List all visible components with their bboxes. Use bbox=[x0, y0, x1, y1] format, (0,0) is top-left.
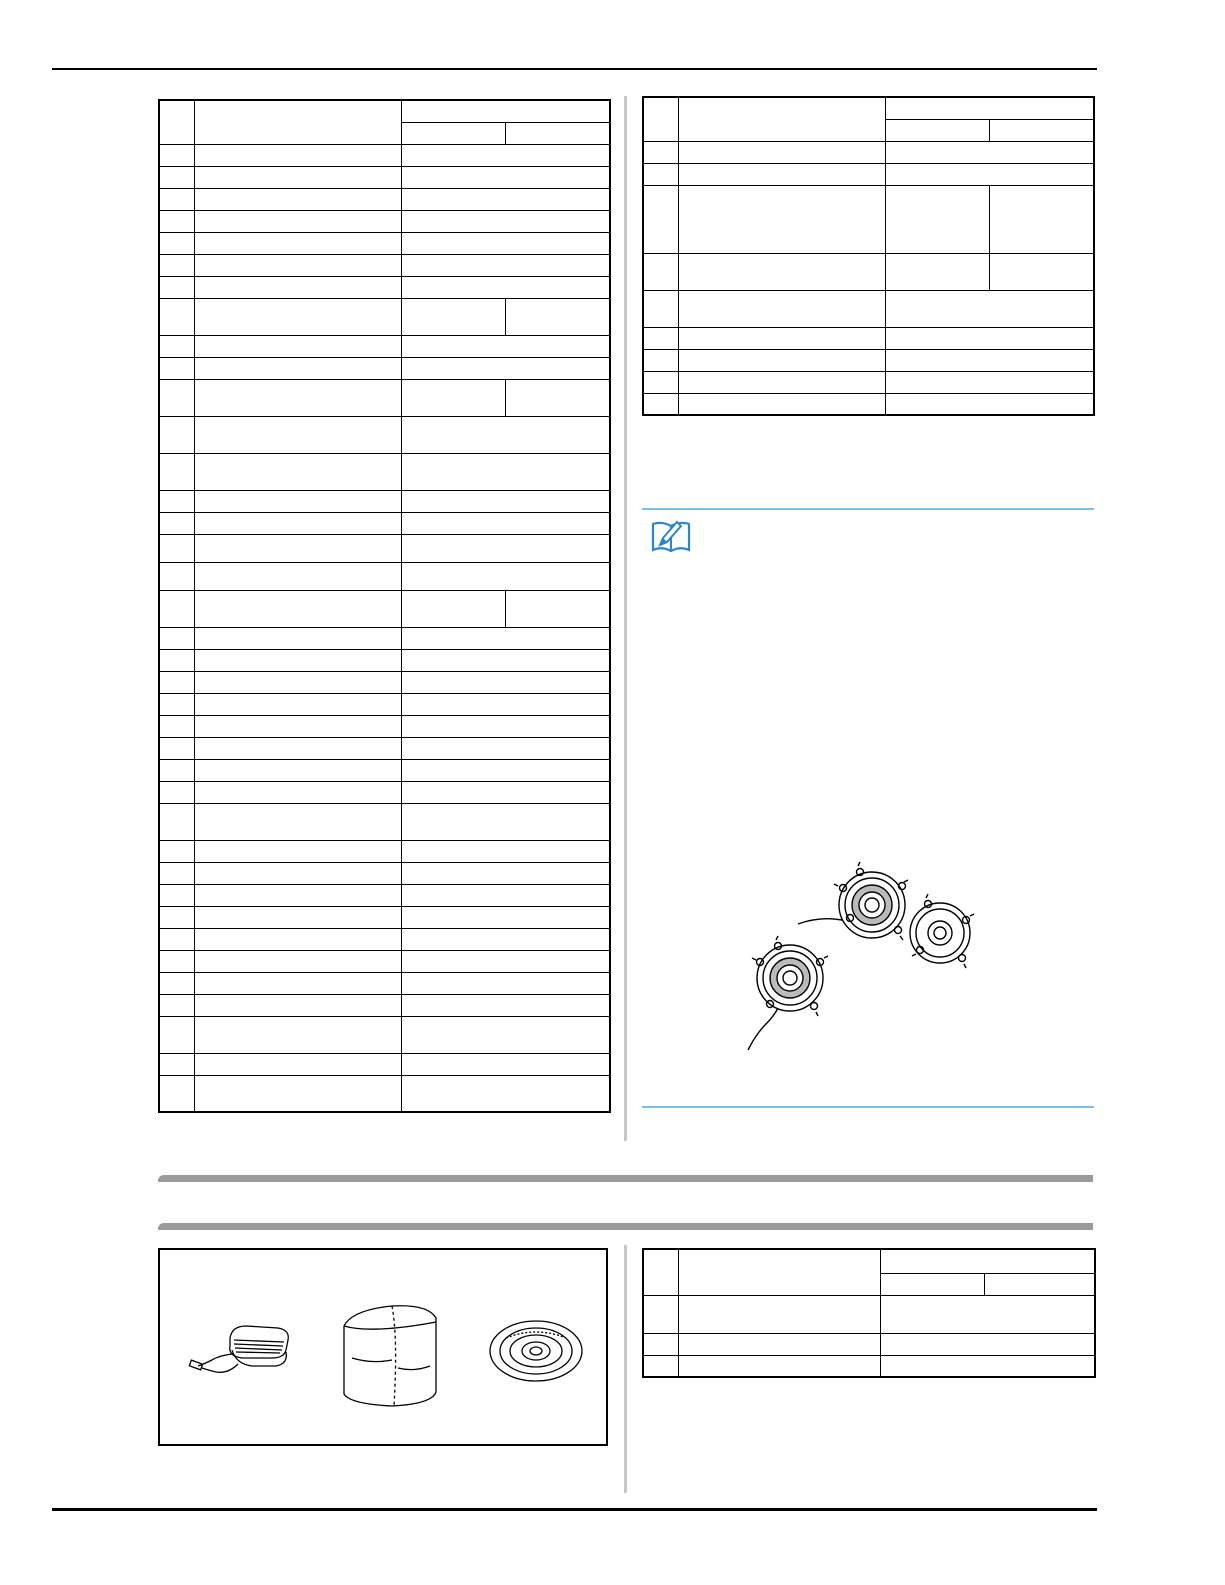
column-separator-bottom bbox=[624, 1245, 627, 1493]
header-cell bbox=[880, 1249, 1095, 1273]
table-row bbox=[159, 693, 610, 715]
table-row bbox=[159, 884, 610, 906]
accessories-figure-box bbox=[158, 1248, 608, 1446]
table-row bbox=[159, 144, 610, 166]
table-row bbox=[159, 453, 610, 490]
header-cell bbox=[678, 97, 885, 141]
table-row bbox=[159, 512, 610, 534]
foot-controller-icon bbox=[188, 1318, 308, 1398]
header-cell bbox=[885, 97, 1094, 119]
table-row bbox=[159, 972, 610, 994]
memo-pencil-book-icon bbox=[650, 516, 692, 556]
table-row bbox=[159, 298, 610, 335]
header-cell bbox=[643, 1249, 678, 1295]
header-cell bbox=[885, 119, 989, 141]
table-row bbox=[159, 671, 610, 693]
header-cell bbox=[505, 122, 610, 144]
table-row bbox=[643, 349, 1094, 371]
table-row bbox=[159, 416, 610, 453]
column-separator-top bbox=[624, 96, 627, 1141]
options-table bbox=[642, 1248, 1096, 1378]
table-row bbox=[159, 490, 610, 512]
bobbin-icon bbox=[910, 894, 974, 968]
table-row bbox=[643, 163, 1094, 185]
table-row bbox=[643, 1355, 1095, 1377]
table-row bbox=[159, 357, 610, 379]
table-row bbox=[159, 840, 610, 862]
header-cell bbox=[989, 119, 1094, 141]
header-cell bbox=[984, 1273, 1095, 1295]
table-row bbox=[159, 166, 610, 188]
table-row bbox=[159, 627, 610, 649]
table-row bbox=[159, 1075, 610, 1112]
footer-rule bbox=[52, 1508, 1097, 1511]
section-divider-top bbox=[158, 1175, 1093, 1182]
table-row bbox=[643, 393, 1094, 415]
header-cell bbox=[678, 1249, 880, 1295]
header-cell bbox=[401, 100, 610, 122]
note-bottom-rule bbox=[642, 1106, 1094, 1108]
table-row bbox=[159, 737, 610, 759]
table-row bbox=[643, 1295, 1095, 1333]
table-row bbox=[643, 327, 1094, 349]
bobbin-figure bbox=[740, 858, 1000, 1058]
table-row bbox=[159, 950, 610, 972]
table-row bbox=[159, 649, 610, 671]
table-row bbox=[643, 253, 1094, 290]
parts-table-left bbox=[158, 99, 611, 1113]
table-row bbox=[159, 188, 610, 210]
header-cell bbox=[159, 100, 194, 144]
table-row bbox=[159, 803, 610, 840]
header-cell bbox=[643, 97, 678, 141]
table-row bbox=[159, 994, 610, 1016]
table-row bbox=[159, 1053, 610, 1075]
table-row bbox=[159, 906, 610, 928]
table-row bbox=[159, 232, 610, 254]
cd-rom-icon bbox=[486, 1316, 586, 1386]
table-row bbox=[159, 590, 610, 627]
table-row bbox=[643, 371, 1094, 393]
table-row bbox=[159, 335, 610, 357]
table-row bbox=[643, 141, 1094, 163]
table-row bbox=[643, 290, 1094, 327]
note-top-rule bbox=[642, 508, 1094, 510]
table-row bbox=[643, 1333, 1095, 1355]
table-row bbox=[159, 928, 610, 950]
bobbin-icon bbox=[752, 936, 828, 1016]
table-row bbox=[159, 759, 610, 781]
table-row bbox=[159, 534, 610, 562]
table-row bbox=[643, 185, 1094, 253]
bobbin-icon bbox=[834, 862, 908, 940]
table-row bbox=[159, 210, 610, 232]
header-cell bbox=[880, 1273, 984, 1295]
header-cell bbox=[401, 122, 505, 144]
table-row bbox=[159, 1016, 610, 1053]
table-row bbox=[159, 379, 610, 416]
table-row bbox=[159, 562, 610, 590]
table-row bbox=[159, 781, 610, 803]
table-row bbox=[159, 715, 610, 737]
table-row bbox=[159, 254, 610, 276]
table-row bbox=[159, 862, 610, 884]
parts-table-right bbox=[642, 96, 1095, 416]
header-cell bbox=[194, 100, 401, 144]
dust-cover-icon bbox=[332, 1298, 452, 1418]
table-row bbox=[159, 276, 610, 298]
header-rule bbox=[52, 68, 1097, 70]
section-divider-bottom bbox=[158, 1223, 1093, 1230]
